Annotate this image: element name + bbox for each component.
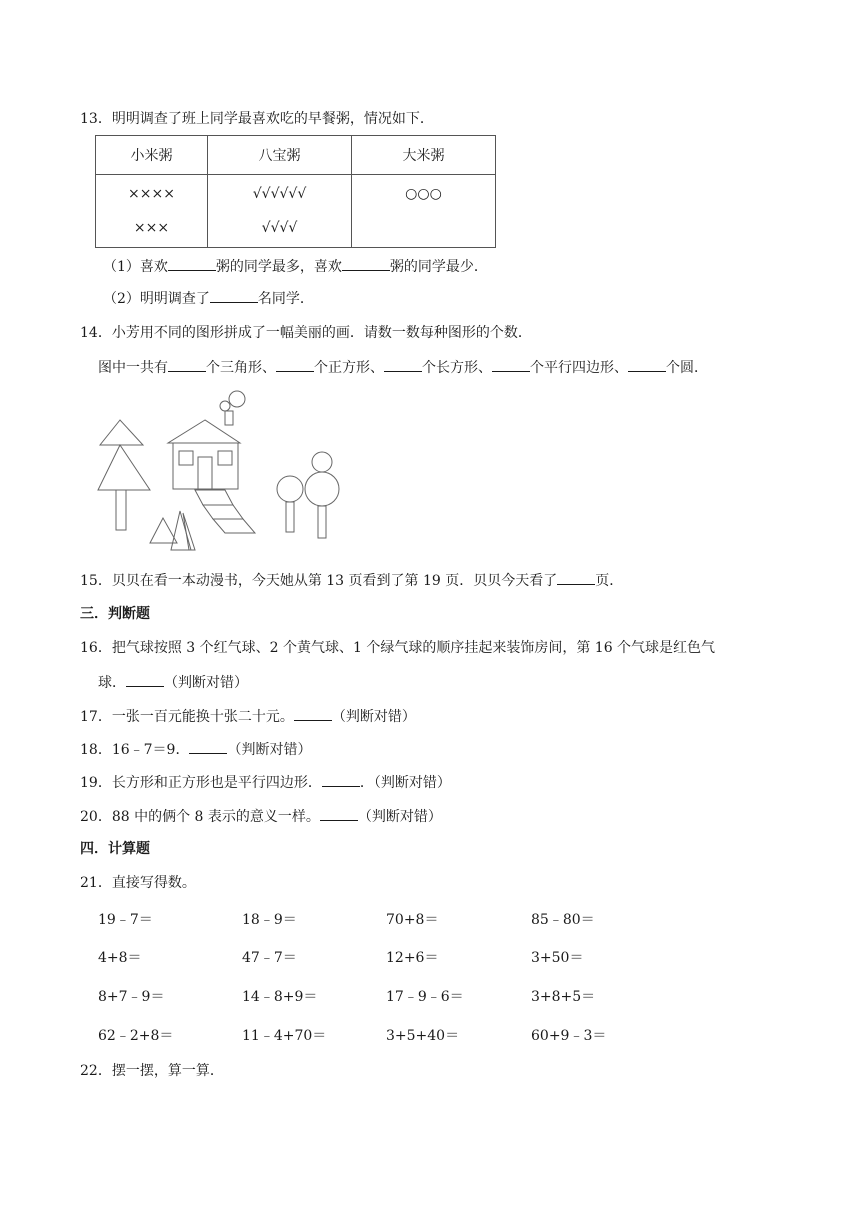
q22-stem: 22．摆一摆，算一算． [80, 1063, 224, 1079]
calc-item: 47﹣7＝ [242, 950, 297, 966]
tree-trunk-rectangle [116, 490, 126, 530]
calc-item: 3+8+5＝ [531, 989, 596, 1005]
tree-circle-right [305, 472, 339, 506]
answer-blank[interactable] [628, 357, 666, 372]
tree-circle-left [277, 476, 303, 502]
table-header: 小米粥 [96, 136, 208, 175]
calc-item: 18﹣9＝ [242, 912, 297, 928]
q15-stem: 15．贝贝在看一本动漫书，今天她从第 13 页看到了第 19 页．贝贝今天看了 页． [80, 570, 623, 591]
house-body-rectangle [173, 443, 238, 489]
smoke-circle-large [229, 391, 245, 407]
door-rectangle [198, 457, 212, 489]
calc-item: 3+5+40＝ [386, 1028, 460, 1044]
answer-blank[interactable] [384, 357, 422, 372]
answer-blank[interactable] [322, 772, 360, 787]
q13-sub1: （1）喜欢 粥的同学最多，喜欢 粥的同学最少． [103, 256, 488, 277]
path-parallelogram [195, 490, 233, 505]
trunk-rectangle-right [318, 506, 326, 538]
path-parallelogram [213, 519, 255, 533]
smoke-circle-small [220, 401, 230, 411]
tree-bottom-triangle [98, 445, 150, 490]
answer-blank[interactable] [342, 256, 390, 271]
calc-item: 11﹣4+70＝ [242, 1028, 327, 1044]
table-header: 大米粥 [352, 136, 496, 175]
answer-blank[interactable] [168, 357, 206, 372]
section-title-calculation: 四．计算题 [80, 841, 150, 857]
q18-stem: 18．16﹣7＝9． （判断对错） [80, 739, 311, 760]
calc-item: 3+50＝ [531, 950, 584, 966]
q20-stem: 20．88 中的俩个 8 表示的意义一样。 （判断对错） [80, 806, 442, 827]
table-cell-xiaomi: ×××× ××× [96, 175, 208, 248]
answer-blank[interactable] [492, 357, 530, 372]
answer-blank[interactable] [276, 357, 314, 372]
q14-prompt: 图中一共有 个三角形、 个正方形、 个长方形、 个平行四边形、 个圆． [98, 357, 708, 378]
calc-item: 8+7﹣9＝ [98, 989, 165, 1005]
table-cell-babao: √√√√√√ √√√√ [208, 175, 352, 248]
answer-blank[interactable] [168, 256, 216, 271]
calc-item: 70+8＝ [386, 912, 439, 928]
q19-stem: 19．长方形和正方形也是平行四边形． ．（判断对错） [80, 772, 451, 793]
chimney-rectangle [225, 411, 233, 425]
small-triangle [150, 518, 177, 543]
window-left-square [179, 451, 193, 465]
section-title-judgement: 三．判断题 [80, 606, 150, 622]
q21-stem: 21．直接写得数。 [80, 875, 196, 891]
window-right-square [218, 451, 232, 465]
trunk-rectangle-left [286, 502, 294, 532]
calc-item: 12+6＝ [386, 950, 439, 966]
calc-item: 85﹣80＝ [531, 912, 595, 928]
answer-blank[interactable] [320, 806, 358, 821]
porridge-survey-table [95, 135, 496, 248]
path-parallelogram [203, 505, 243, 519]
answer-blank[interactable] [210, 288, 258, 303]
calc-item: 17﹣9﹣6＝ [386, 989, 464, 1005]
q16-stem-cont: 球． （判断对错） [98, 672, 248, 693]
answer-blank[interactable] [189, 739, 227, 754]
calc-item: 19﹣7＝ [98, 912, 153, 928]
q16-stem: 16．把气球按照 3 个红气球、2 个黄气球、1 个绿气球的顺序挂起来装饰房间，第 16 个气球是红色气 [80, 640, 716, 656]
answer-blank[interactable] [294, 706, 332, 721]
calc-item: 14﹣8+9＝ [242, 989, 318, 1005]
roof-triangle [168, 420, 240, 443]
q14-stem: 14．小芳用不同的图形拼成了一幅美丽的画．请数一数每种图形的个数． [80, 325, 532, 341]
q17-stem: 17．一张一百元能换十张二十元。 （判断对错） [80, 706, 416, 727]
shapes-picture [95, 385, 355, 560]
tree-top-triangle [100, 420, 143, 445]
q13-stem: 13．明明调查了班上同学最喜欢吃的早餐粥，情况如下． [80, 111, 434, 127]
calc-item: 60+9﹣3＝ [531, 1028, 607, 1044]
calc-item: 4+8＝ [98, 950, 142, 966]
q13-sub2: （2）明明调查了 名同学． [103, 288, 314, 309]
calc-item: 62﹣2+8＝ [98, 1028, 174, 1044]
answer-blank[interactable] [557, 570, 595, 585]
answer-blank[interactable] [126, 672, 164, 687]
table-header: 八宝粥 [208, 136, 352, 175]
table-cell-dami: ○○○ [352, 175, 496, 248]
tree-circle-top [312, 452, 332, 472]
